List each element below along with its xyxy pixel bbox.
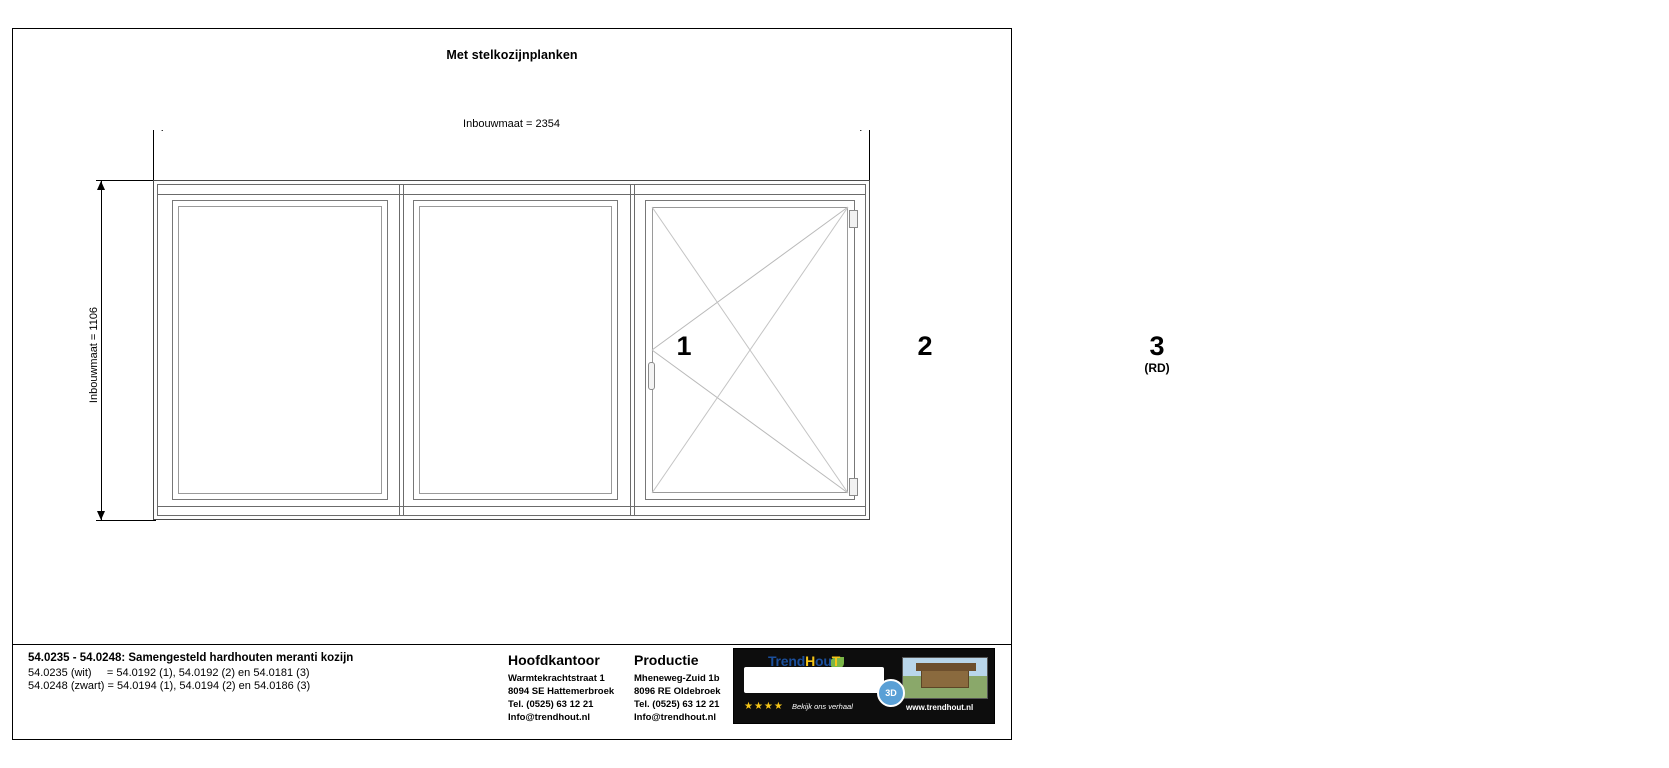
dimension-extension-right	[869, 121, 870, 183]
width-dimension-text: Inbouwmaat = 2354	[457, 118, 566, 130]
width-dimension-label	[153, 118, 870, 130]
production-heading: Productie	[634, 652, 699, 668]
variant-white: 54.0235 (wit) = 54.0192 (1), 54.0192 (2) en 54.0181 (3)	[28, 667, 310, 679]
frame-top-rail	[158, 194, 865, 195]
height-dimension-label	[88, 185, 100, 525]
rating-stars-icon: ★★★★	[744, 701, 784, 712]
titleblock-divider	[12, 644, 1012, 645]
hinge-bottom-icon	[849, 478, 858, 496]
product-title: 54.0235 - 54.0248: Samengesteld hardhouten meranti kozijn	[28, 652, 354, 664]
hinge-top-icon	[849, 210, 858, 228]
dimension-extension-bottom	[96, 520, 156, 521]
office-phone: Tel. (0525) 63 12 21	[508, 699, 594, 710]
pane-3-number: 3	[1149, 331, 1165, 361]
logo-name-plate	[744, 667, 884, 693]
brand-name: TrendHouT	[767, 653, 841, 669]
height-dimension-text: Inbouwmaat = 1106	[88, 301, 100, 409]
production-phone: Tel. (0525) 63 12 21	[634, 699, 720, 710]
website-url: www.trendhout.nl	[906, 703, 974, 712]
office-street: Warmtekrachtstraat 1	[508, 673, 605, 684]
product-photo	[902, 657, 988, 699]
production-email: Info@trendhout.nl	[634, 712, 717, 723]
logo-tagline: Bekijk ons verhaal	[792, 702, 853, 711]
titleblock-product-info	[28, 652, 498, 693]
variant-black: 54.0248 (zwart) = 54.0194 (1), 54.0194 (2) en 54.0186 (3)	[28, 680, 311, 692]
height-dimension-line	[101, 180, 102, 520]
cabin-icon	[921, 670, 969, 688]
3d-badge: 3D	[877, 679, 905, 707]
office-heading: Hoofdkantoor	[508, 652, 600, 668]
pane-1-number: 1	[676, 331, 692, 361]
pane-2-number: 2	[917, 331, 933, 361]
office-block	[508, 652, 628, 724]
office-email: Info@trendhout.nl	[508, 712, 591, 723]
company-logo	[733, 648, 995, 724]
page-title: Met stelkozijnplanken	[446, 48, 578, 62]
pane-3-sublabel: (RD)	[1144, 361, 1170, 375]
office-city: 8094 SE Hattemerbroek	[508, 686, 615, 697]
production-street: Mheneweg-Zuid 1b	[634, 673, 720, 684]
frame-bottom-rail	[158, 506, 865, 507]
dimension-extension-top	[96, 180, 156, 181]
production-city: 8096 RE Oldebroek	[634, 686, 721, 697]
